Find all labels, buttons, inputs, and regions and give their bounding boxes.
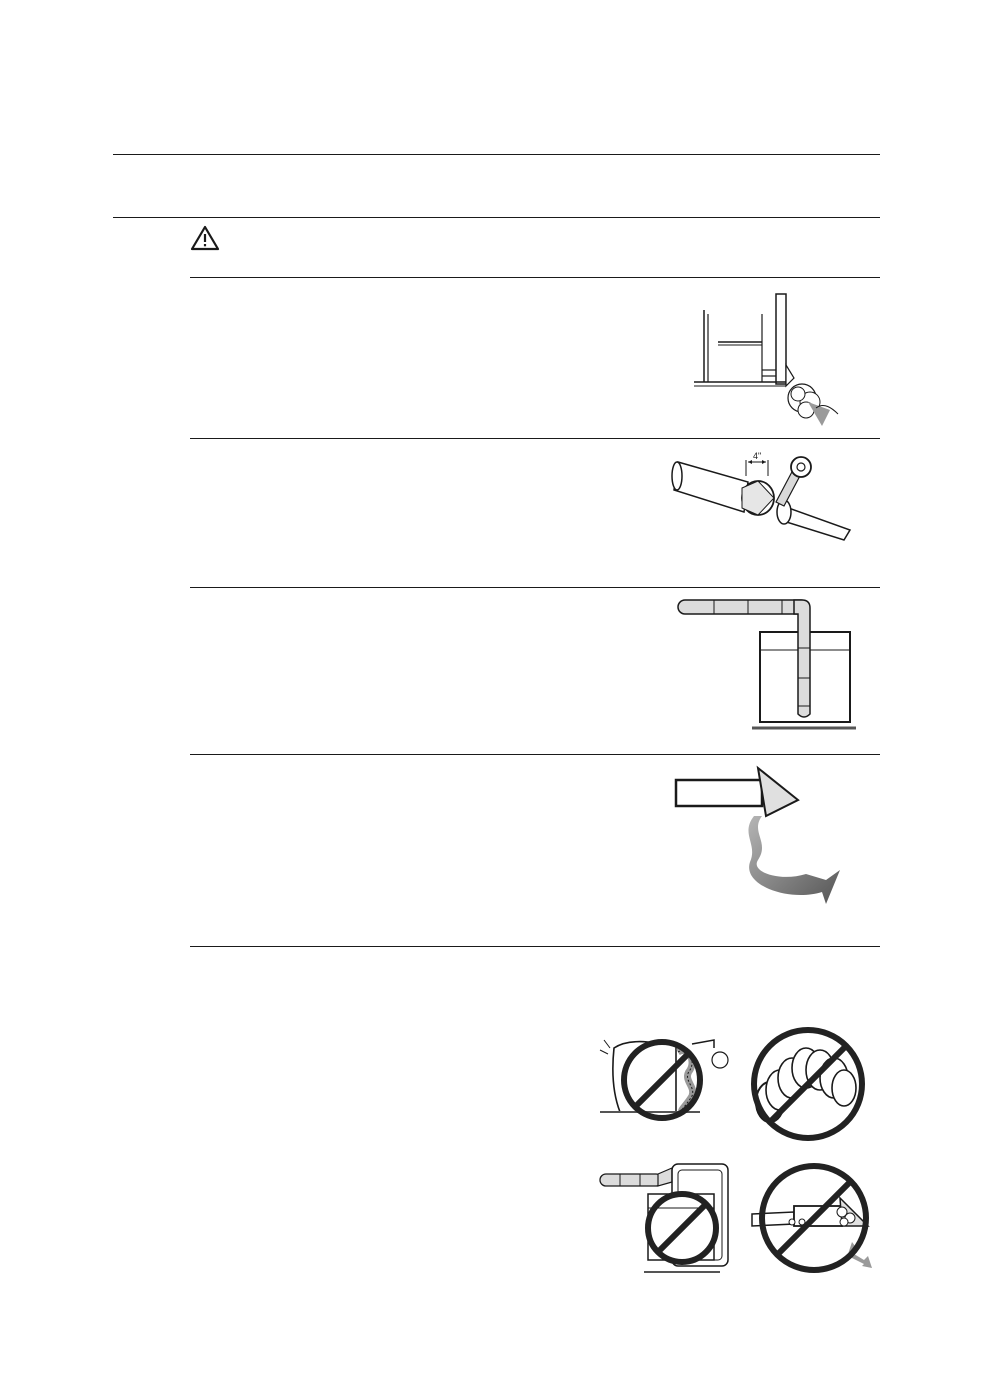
header-bottom-rule (113, 217, 880, 218)
row-divider-2 (190, 587, 880, 588)
header-top-rule (113, 154, 880, 155)
prohibited-duct-into-container-illustration (596, 1158, 738, 1282)
prohibited-crushed-duct-illustration (748, 1022, 868, 1146)
duct-into-container-illustration (674, 596, 864, 736)
warning-section-bottom-rule (190, 946, 880, 947)
prohibited-kinked-duct-illustration (596, 1026, 741, 1146)
warning-section-rule (190, 277, 880, 278)
prohibited-clogged-hood-illustration (748, 1160, 880, 1276)
dryer-exhaust-connection-illustration (690, 290, 850, 430)
row-divider-3 (190, 754, 880, 755)
exhaust-hood-airflow-illustration (670, 762, 860, 920)
row-divider-1 (190, 438, 880, 439)
taped-duct-joint-illustration (668, 448, 858, 548)
tape-width-label: 4" (753, 451, 762, 461)
warning-triangle-icon (190, 225, 220, 251)
